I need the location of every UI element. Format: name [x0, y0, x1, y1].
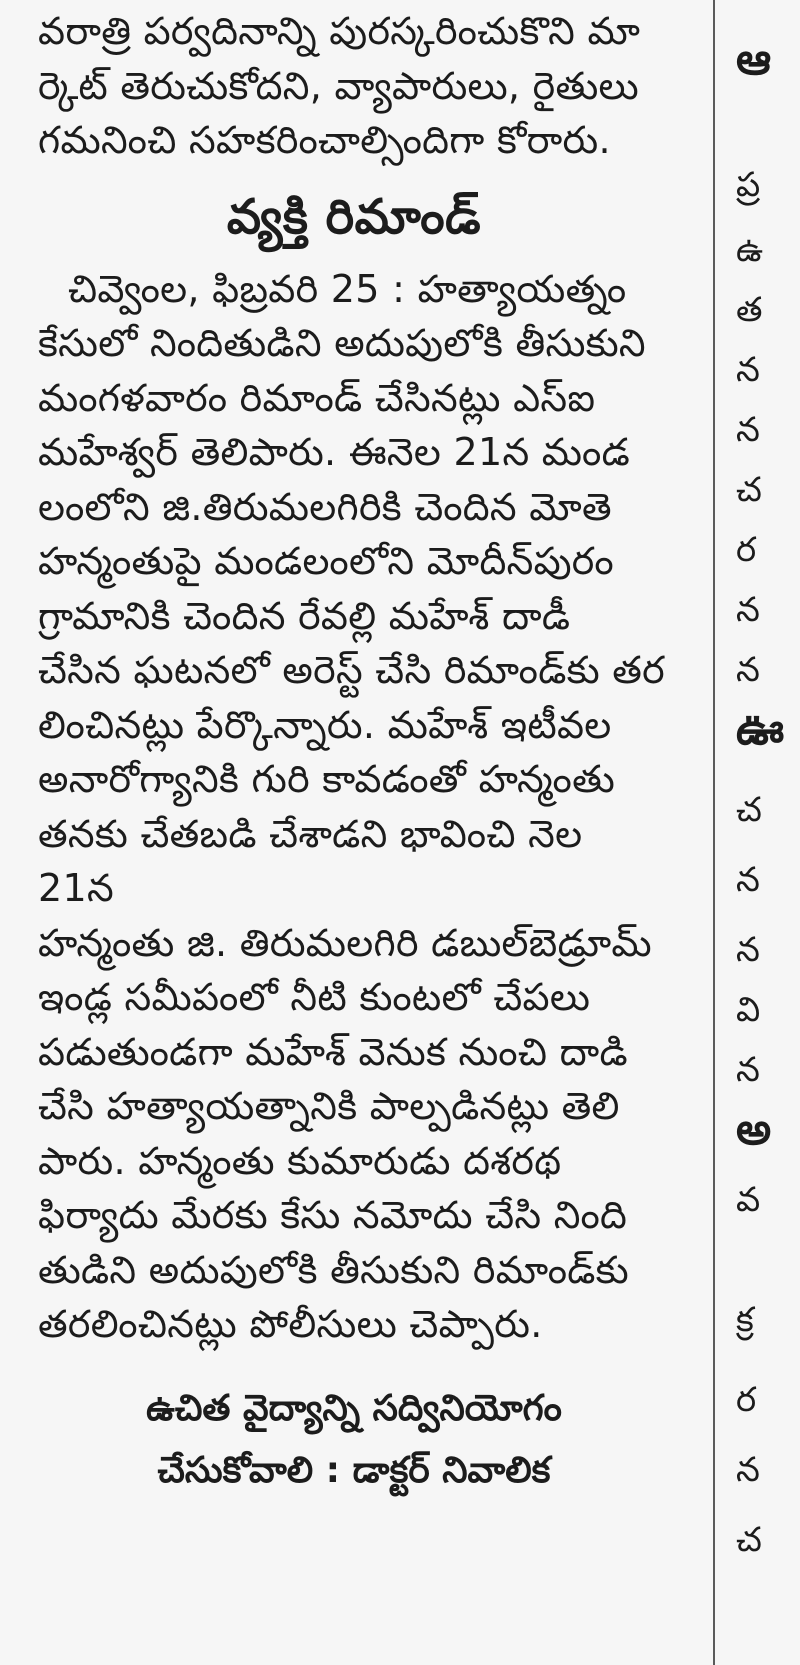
next-article-headline: ఉచిత వైద్యాన్ని సద్వినియోగం చేసుకోవాలి : డాక్టర్ నివాలిక [146, 1387, 562, 1491]
column-divider [713, 0, 715, 1665]
article-column [38, 0, 670, 1502]
adjacent-column-fragment: ఉ [736, 230, 764, 270]
adjacent-column-fragment: ఊ [736, 704, 785, 755]
previous-article-tail: వరాత్రి పర్వదినాన్ని పురస్కరించుకొని మా ర్కెట్ తెరుచుకోదని, వ్యాపారులు, రైతులు గమనించి సహకరించాల్సిందిగా కోరారు. [38, 9, 641, 162]
adjacent-column-fragment: ర [736, 1380, 757, 1420]
adjacent-column-fragment: చ [736, 1520, 762, 1560]
adjacent-column-fragment: త [736, 290, 763, 330]
adjacent-column-fragment: వి [736, 990, 761, 1030]
adjacent-column-fragment: న [736, 650, 760, 690]
adjacent-column-fragment: న [736, 1050, 760, 1090]
adjacent-column-fragment: న [736, 590, 760, 630]
adjacent-column-fragment: న [736, 860, 760, 900]
adjacent-column-strip [730, 0, 800, 1665]
adjacent-column-fragment: క్ర [736, 1300, 754, 1340]
article-headline: వ్యక్తి రిమాండ్ [226, 188, 482, 245]
adjacent-column-fragment: ప్ర [736, 165, 761, 205]
adjacent-column-fragment: చ [736, 470, 762, 510]
adjacent-column-fragment: న [736, 350, 760, 390]
adjacent-column-fragment: ఆ [736, 34, 772, 85]
adjacent-column-fragment: న [736, 930, 760, 970]
article-body: చివ్వెంల, ఫిబ్రవరి 25 : హత్యాయత్నం కేసులో నిందితుడిని అదుపులోకి తీసుకుని మంగళవారం రిమాండ్ చేసినట్లు ఎస్ఐ మహేశ్వర్ తెలిపారు. ఈనెల 21న మండ లంలోని జి.తిరుమలగిరికి చెందిన మోతె హన్మంతుపై మండలంలోని మోదీన్‌పురం గ్రామానికి చెందిన రేవల్లి మహేశ్ దాడీ చేసిన ఘటనలో అరెస్ట్ చేసి రిమాండ్‌కు తర లించినట్లు పేర్కొన్నారు. మహేశ్ ఇటీవల అనారోగ్యానికి గురి కావడంతో హన్మంతు తనకు చేతబడి చేశాడని భావించి నెల 21న హన్మంతు జి. తిరుమలగిరి డబుల్‌బెడ్రూమ్ ఇండ్ల సమీపంలో నీటి కుంటలో చేపలు పడుతుండగా మహేశ్ వెనుక నుంచి దాడి చేసి హత్యాయత్నానికి పాల్పడినట్లు తెలి పారు. హన్మంతు కుమారుడు దశరథ ఫిర్యాదు మేరకు కేసు నమోదు చేసి నింది తుడిని అదుపులోకి తీసుకుని రిమాండ్‌కు తరలించినట్లు పోలీసులు చెప్పారు. [38, 266, 665, 1346]
adjacent-column-fragment: న [736, 1450, 760, 1490]
adjacent-column-fragment: చ [736, 790, 762, 830]
adjacent-column-fragment: ర [736, 530, 757, 570]
adjacent-column-fragment: అ [736, 1104, 772, 1155]
adjacent-column-fragment: న [736, 410, 760, 450]
adjacent-column-fragment: వ [736, 1180, 761, 1220]
